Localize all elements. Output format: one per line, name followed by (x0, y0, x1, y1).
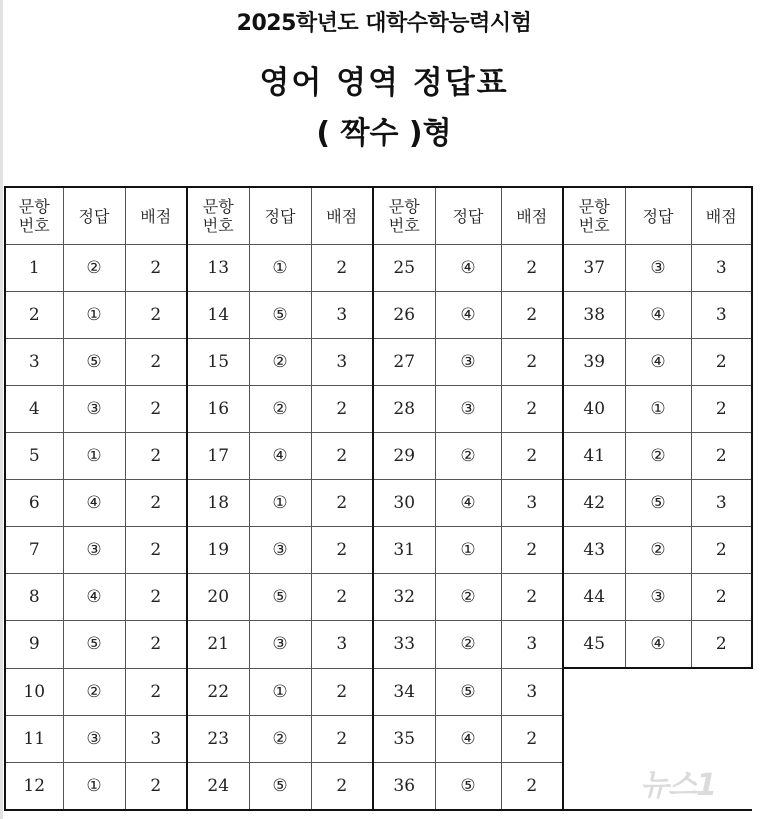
points-value: 2 (501, 762, 563, 810)
question-number: 12 (5, 762, 63, 810)
points-value: 2 (311, 715, 373, 762)
answer-choice: ① (63, 433, 125, 480)
answer-choice: ③ (625, 245, 691, 292)
question-number: 26 (373, 292, 435, 339)
answer-table (4, 186, 753, 811)
header-points: 배점 (501, 187, 563, 245)
points-value: 2 (501, 527, 563, 574)
question-number: 8 (5, 574, 63, 621)
table-row (5, 292, 752, 339)
table-header-row (5, 187, 752, 245)
question-number: 31 (373, 527, 435, 574)
points-value: 2 (501, 386, 563, 433)
question-number: 6 (5, 480, 63, 527)
question-number: 7 (5, 527, 63, 574)
question-number: 36 (373, 762, 435, 810)
answer-choice: ① (249, 668, 311, 715)
question-number: 33 (373, 621, 435, 669)
answer-choice: ⑤ (625, 480, 691, 527)
table-row (5, 621, 752, 669)
answer-choice: ② (249, 386, 311, 433)
points-value: 2 (691, 339, 752, 386)
points-value: 2 (125, 574, 187, 621)
points-value: 2 (125, 762, 187, 810)
table-row (5, 668, 752, 715)
question-number: 42 (563, 480, 625, 527)
answer-choice: ② (435, 433, 501, 480)
answer-choice: ④ (63, 480, 125, 527)
points-value: 2 (691, 386, 752, 433)
question-number: 4 (5, 386, 63, 433)
empty-cell (563, 668, 625, 715)
answer-choice: ④ (435, 480, 501, 527)
points-value: 2 (501, 292, 563, 339)
points-value: 2 (125, 245, 187, 292)
answer-choice: ⑤ (249, 574, 311, 621)
points-value: 2 (311, 386, 373, 433)
header-points: 배점 (691, 187, 752, 245)
table-row (5, 527, 752, 574)
answer-choice: ③ (249, 621, 311, 669)
table-row (5, 574, 752, 621)
points-value: 2 (501, 245, 563, 292)
answer-choice: ③ (249, 527, 311, 574)
answer-choice: ⑤ (435, 762, 501, 810)
points-value: 2 (501, 339, 563, 386)
points-value: 2 (125, 433, 187, 480)
question-number: 1 (5, 245, 63, 292)
answer-choice: ③ (435, 386, 501, 433)
header-answer: 정답 (625, 187, 691, 245)
news-watermark: 뉴스1 (640, 768, 716, 803)
table-row (5, 480, 752, 527)
question-number: 17 (187, 433, 249, 480)
points-value: 2 (501, 574, 563, 621)
answer-choice: ② (249, 715, 311, 762)
points-value: 3 (311, 621, 373, 669)
table-row (5, 386, 752, 433)
header-question-number: 문항 번호 (5, 187, 63, 245)
empty-cell (625, 715, 691, 762)
answer-choice: ③ (63, 527, 125, 574)
empty-cell (625, 668, 691, 715)
empty-cell (563, 762, 625, 810)
empty-cell (691, 668, 752, 715)
points-value: 2 (125, 527, 187, 574)
question-number: 19 (187, 527, 249, 574)
question-number: 25 (373, 245, 435, 292)
answer-choice: ⑤ (249, 292, 311, 339)
points-value: 2 (311, 527, 373, 574)
answer-choice: ③ (435, 339, 501, 386)
answer-choice: ② (249, 339, 311, 386)
points-value: 2 (125, 480, 187, 527)
points-value: 3 (125, 715, 187, 762)
points-value: 2 (311, 574, 373, 621)
answer-choice: ④ (435, 715, 501, 762)
points-value: 2 (691, 527, 752, 574)
question-number: 28 (373, 386, 435, 433)
answer-choice: ① (249, 480, 311, 527)
question-number: 5 (5, 433, 63, 480)
exam-title: 2025학년도 대학수학능력시험 (236, 11, 532, 36)
empty-cell (563, 715, 625, 762)
answer-choice: ③ (63, 715, 125, 762)
answer-choice: ② (435, 574, 501, 621)
points-value: 2 (125, 386, 187, 433)
answer-choice: ① (63, 762, 125, 810)
table-row (5, 715, 752, 762)
question-number: 43 (563, 527, 625, 574)
question-number: 24 (187, 762, 249, 810)
answer-choice: ⑤ (435, 668, 501, 715)
question-number: 16 (187, 386, 249, 433)
points-value: 2 (501, 715, 563, 762)
answer-choice: ④ (63, 574, 125, 621)
points-value: 3 (691, 292, 752, 339)
question-number: 10 (5, 668, 63, 715)
points-value: 3 (501, 621, 563, 669)
header-answer: 정답 (435, 187, 501, 245)
question-number: 35 (373, 715, 435, 762)
points-value: 3 (691, 245, 752, 292)
empty-cell (691, 715, 752, 762)
table-row (5, 433, 752, 480)
answer-choice: ④ (435, 292, 501, 339)
question-number: 23 (187, 715, 249, 762)
answer-choice: ① (249, 245, 311, 292)
points-value: 3 (311, 292, 373, 339)
answer-choice: ⑤ (63, 339, 125, 386)
answer-choice: ④ (249, 433, 311, 480)
question-number: 3 (5, 339, 63, 386)
question-number: 41 (563, 433, 625, 480)
question-number: 14 (187, 292, 249, 339)
answer-choice: ④ (625, 292, 691, 339)
points-value: 2 (311, 668, 373, 715)
header-question-number: 문항 번호 (563, 187, 625, 245)
table-row (5, 339, 752, 386)
answer-choice: ④ (435, 245, 501, 292)
points-value: 2 (691, 574, 752, 621)
question-number: 32 (373, 574, 435, 621)
points-value: 2 (501, 433, 563, 480)
points-value: 2 (691, 621, 752, 669)
question-number: 34 (373, 668, 435, 715)
question-number: 29 (373, 433, 435, 480)
header-question-number: 문항 번호 (373, 187, 435, 245)
points-value: 3 (501, 480, 563, 527)
points-value: 2 (125, 668, 187, 715)
points-value: 2 (691, 433, 752, 480)
points-value: 2 (125, 339, 187, 386)
question-number: 37 (563, 245, 625, 292)
answer-choice: ③ (63, 386, 125, 433)
answer-choice: ④ (625, 621, 691, 669)
answer-choice: ② (625, 433, 691, 480)
points-value: 2 (125, 621, 187, 669)
answer-choice: ② (625, 527, 691, 574)
question-number: 27 (373, 339, 435, 386)
question-number: 22 (187, 668, 249, 715)
answer-choice: ② (435, 621, 501, 669)
answer-choice: ⑤ (63, 621, 125, 669)
table-row (5, 245, 752, 292)
answer-choice: ② (63, 668, 125, 715)
question-number: 18 (187, 480, 249, 527)
question-number: 21 (187, 621, 249, 669)
points-value: 2 (311, 762, 373, 810)
points-value: 3 (501, 668, 563, 715)
header-answer: 정답 (63, 187, 125, 245)
question-number: 15 (187, 339, 249, 386)
question-number: 13 (187, 245, 249, 292)
answer-choice: ① (625, 386, 691, 433)
question-number: 9 (5, 621, 63, 669)
points-value: 2 (311, 480, 373, 527)
points-value: 3 (691, 480, 752, 527)
answer-choice: ② (63, 245, 125, 292)
points-value: 2 (311, 245, 373, 292)
points-value: 2 (125, 292, 187, 339)
header-answer: 정답 (249, 187, 311, 245)
header-points: 배점 (311, 187, 373, 245)
points-value: 3 (311, 339, 373, 386)
question-number: 20 (187, 574, 249, 621)
points-value: 2 (311, 433, 373, 480)
form-type: ( 짝수 )형 (316, 116, 452, 151)
header-question-number: 문항 번호 (187, 187, 249, 245)
answer-choice: ⑤ (249, 762, 311, 810)
question-number: 39 (563, 339, 625, 386)
answer-choice: ① (435, 527, 501, 574)
sheet-title: 영어 영역 정답표 (259, 65, 509, 101)
question-number: 38 (563, 292, 625, 339)
question-number: 45 (563, 621, 625, 669)
answer-choice: ③ (625, 574, 691, 621)
answer-choice: ① (63, 292, 125, 339)
question-number: 40 (563, 386, 625, 433)
question-number: 11 (5, 715, 63, 762)
question-number: 2 (5, 292, 63, 339)
header-points: 배점 (125, 187, 187, 245)
answer-choice: ④ (625, 339, 691, 386)
question-number: 30 (373, 480, 435, 527)
question-number: 44 (563, 574, 625, 621)
